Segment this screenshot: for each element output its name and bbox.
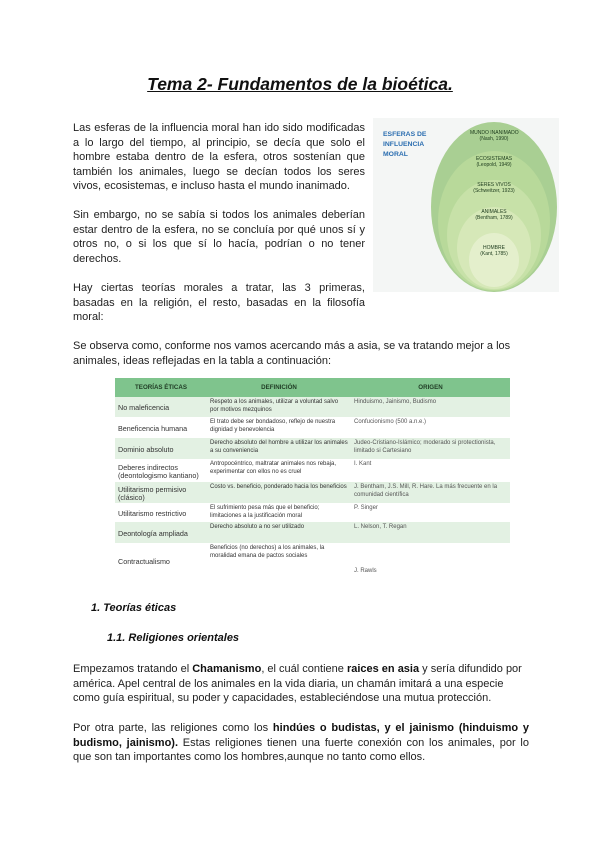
table-row [115, 459, 510, 482]
theory-origin: J. Bentham, J.S. Mill, R. Hare. La más frecuente en la comunidad científica [351, 482, 510, 503]
table-row [115, 543, 510, 577]
table-row [115, 503, 510, 522]
body-paragraph-religiones: Por otra parte, las religiones como los hindúes o budistas, y el jainismo (hinduismo y budismo, jainismo). Estas religiones tienen una fuerte conexión con los animales, por lo que son tan importantes como los hombres,aunque no tanto como ellos. [73, 722, 530, 764]
header-definicion: DEFINICIÓN [207, 378, 351, 397]
subsection-heading: 1.1. Religiones orientales [107, 632, 240, 644]
theory-definition: Derecho absoluto del hombre a utilizar los animales a su conveniencia [207, 438, 351, 459]
theory-name: Deontología ampliada [115, 522, 207, 543]
spheres-diagram [373, 118, 559, 292]
header-origen: ORIGEN [351, 378, 510, 397]
ring-label-mundo-inanimado: MUNDO INANIMADO (Nash, 1990) [470, 130, 519, 143]
table-row [115, 522, 510, 543]
theory-origin: J. Rawls [351, 543, 510, 577]
intro-paragraph-2: Sin embargo, no se sabía si todos los animales deberían estar dentro de la esfera, no se concluía por qué unos sí y otros no, o si los que sí lo hacía, podrían o no tener derechos. [73, 209, 365, 265]
theory-origin: Hinduismo, Jainismo, Budismo [351, 397, 510, 417]
theory-name: Dominio absoluto [115, 438, 207, 459]
theory-definition: Derecho absoluto a no ser utilizado [207, 522, 351, 543]
body-paragraph-chamanismo: Empezamos tratando el Chamanismo, el cuál contiene raices en asia y sería difundido por américa. Apel central de los animales en la vida diaria, un chamán imitará a una especie como guía espiritual, su poder y capacidades, estableciéndose una mutua protección. [73, 663, 522, 705]
table-row [115, 438, 510, 459]
theory-origin: Judeo-Cristiano-Islámico; moderado si protectionista, limitado si Cartesiano [351, 438, 510, 459]
theory-name: No maleficencia [115, 397, 207, 417]
ring-label-animales: ANIMALES (Bentham, 1789) [475, 209, 513, 222]
table-row [115, 417, 510, 438]
theory-definition: Beneficios (no derechos) a los animales, la moralidad emana de pactos sociales [207, 543, 351, 577]
ethics-table [115, 378, 510, 577]
theory-definition: El trato debe ser bondadoso, reflejo de nuestra dignidad y benevolencia [207, 417, 351, 438]
theory-origin: L. Nelson, T. Regan [351, 522, 510, 543]
theory-origin: P. Singer [351, 503, 510, 522]
ring-label-ecosistemas: ECOSISTEMAS (Leopold, 1949) [475, 156, 513, 169]
theory-origin: Confucionismo (500 a.n.e.) [351, 417, 510, 438]
ring-label-seres-vivos: SERES VIVOS (Schweitzer, 1923) [473, 182, 515, 195]
diagram-label: ESFERAS DE INFLUENCIA MORAL [383, 131, 427, 158]
theory-origin: I. Kant [351, 459, 510, 482]
document-title: Tema 2- Fundamentos de la bioética. [147, 74, 453, 94]
theory-definition: Costo vs. beneficio, ponderado hacia los beneficios [207, 482, 351, 503]
table-row [115, 397, 510, 417]
theory-name: Deberes indirectos (deontologismo kantiano) [115, 459, 207, 482]
section-heading: 1. Teorías éticas [91, 602, 177, 614]
theory-definition: Respeto a los animales, utilizar a voluntad salvo por motivos mezquinos [207, 397, 351, 417]
table-row [115, 482, 510, 503]
theory-name: Contractualismo [115, 543, 207, 577]
ring-label-hombre: HOMBRE (Kant, 1785) [480, 245, 508, 258]
theory-name: Beneficencia humana [115, 417, 207, 438]
theory-name: Utilitarismo restrictivo [115, 503, 207, 522]
sphere-hombre [469, 233, 519, 287]
theory-definition: Antropocéntrico, maltratar animales nos rebaja, experimentar con ellos no es cruel [207, 459, 351, 482]
theory-name: Utilitarismo permisivo (clásico) [115, 482, 207, 503]
intro-paragraph-3: Hay ciertas teorías morales a tratar, las 3 primeras, basadas en la religión, el resto, basadas en la filosofía moral: [73, 282, 365, 324]
theory-definition: El sufrimiento pesa más que el beneficio; limitaciones a la justificación moral [207, 503, 351, 522]
intro-paragraph-4: Se observa como, conforme nos vamos acercando más a asia, se va tratando mejor a los animales, ideas reflejadas en la tabla a continuación: [73, 340, 511, 367]
header-teorias: TEORÍAS ÉTICAS [115, 378, 207, 397]
intro-paragraph-1: Las esferas de la influencia moral han ido sido modificadas a lo largo del tiempo, al principio, se decía que solo el hombre estaba dentro de la esfera, otros sostenían que también los animales, luego se decían todos los seres vivos, ecosistemas, e incluso hasta el mundo inanimado. [73, 122, 365, 193]
